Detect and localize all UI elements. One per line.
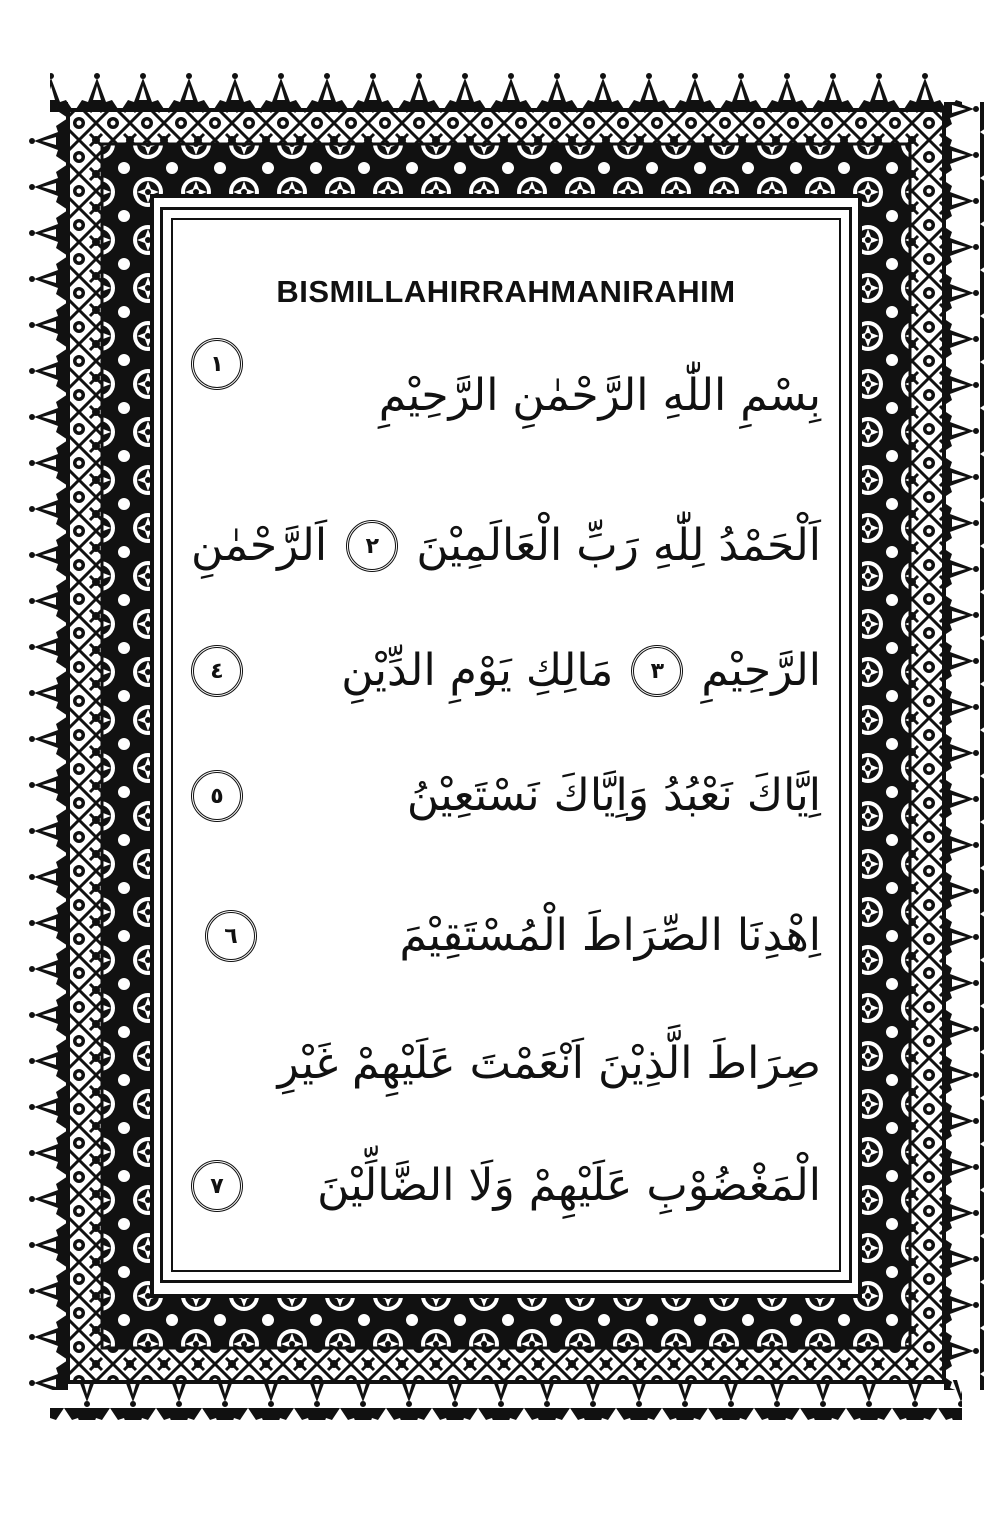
verse-text: صِرَاطَ الَّذِيْنَ اَنْعَمْتَ عَلَيْهِمْ غَيْرِ	[277, 1038, 821, 1089]
ayah-marker-6: ٦	[205, 910, 257, 962]
verse-continuation: اَلرَّحْمٰنِ	[191, 520, 328, 571]
ayah-marker-7: ٧	[191, 1160, 243, 1212]
verse-line-7b	[191, 1140, 821, 1232]
page-title: BISMILLAHIRRAHMANIRAHIM	[276, 274, 736, 309]
ayah-marker-4: ٤	[191, 645, 243, 697]
verse-text: الرَّحِيْمِ	[701, 645, 821, 696]
verse-text: الْمَغْضُوْبِ عَلَيْهِمْ وَلَا الضَّالِّيْنَ	[317, 1160, 821, 1211]
ornamental-frame	[28, 72, 984, 1420]
verse-line-1	[191, 350, 821, 442]
verse-line-6	[191, 890, 821, 982]
text-panel	[160, 207, 852, 1283]
verse-text: اَلْحَمْدُ لِلّٰهِ رَبِّ الْعَالَمِيْنَ	[416, 520, 821, 571]
verse-line-7a	[191, 1018, 821, 1110]
verse-line-3	[191, 625, 821, 717]
verse-text: اِيَّاكَ نَعْبُدُ وَاِيَّاكَ نَسْتَعِيْنُ	[406, 770, 821, 821]
ayah-marker-2: ٢	[346, 520, 398, 572]
verse-text: اِهْدِنَا الصِّرَاطَ الْمُسْتَقِيْمَ	[399, 910, 821, 961]
ayah-marker-1: ١	[191, 338, 243, 390]
verse-continuation: مَالِكِ يَوْمِ الدِّيْنِ	[341, 645, 614, 696]
verse-text: بِسْمِ اللّٰهِ الرَّحْمٰنِ الرَّحِيْمِ	[378, 370, 821, 421]
ayah-marker-3: ٣	[631, 645, 683, 697]
ayah-marker-5: ٥	[191, 770, 243, 822]
verse-line-5	[191, 750, 821, 842]
verse-line-2	[191, 500, 821, 592]
